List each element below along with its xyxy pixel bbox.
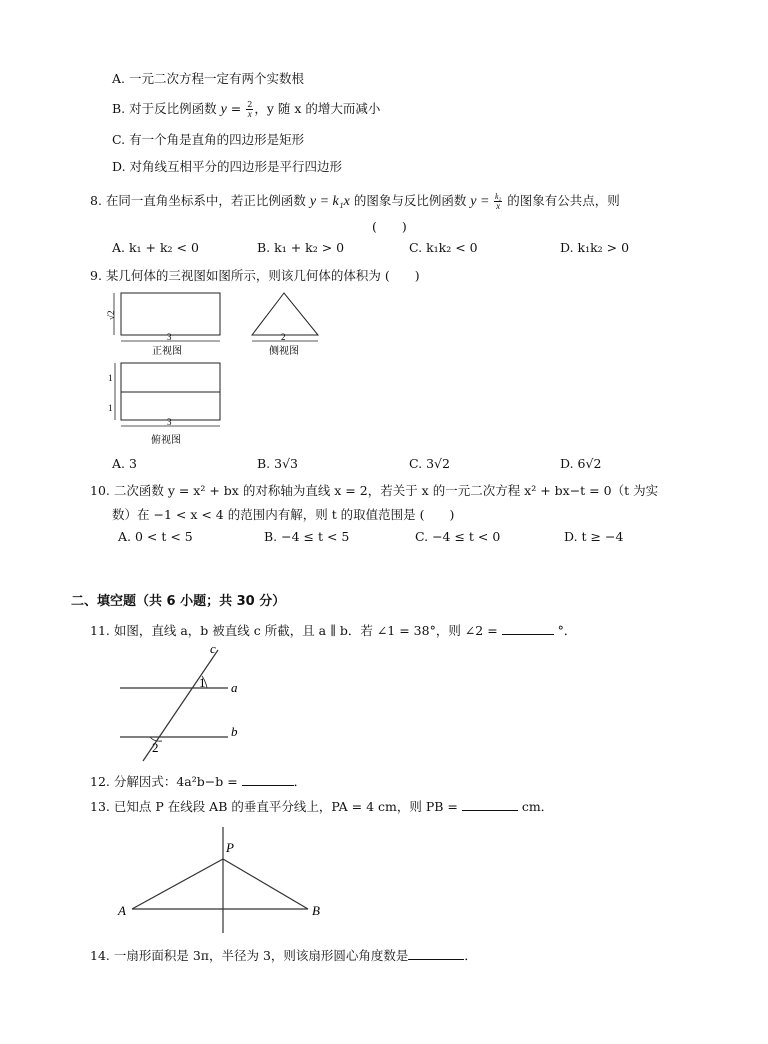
q7-option-b-fraction [246,101,253,118]
label-P: P [226,840,234,855]
q8-func-2: y = [470,194,493,209]
section-2-title: 二、填空题（共 6 小题；共 30 分） [71,594,286,609]
q8-stem-post: 的图象有公共点，则 [503,193,620,208]
q12-stem [90,773,306,790]
q8-stem [90,193,620,210]
q7-option-b-post: ，y 随 x 的增大而减小 [254,101,381,116]
q12-stem-pre: 12. 分解因式：4a²b−b = [90,774,242,789]
q14-stem-pre: 14. 一扇形面积是 3π，半径为 3，则该扇形圆心角度数是 [90,948,409,963]
q13-answer-blank[interactable] [462,798,518,811]
q7-option-b [112,101,380,118]
q8-option-b: B. k₁ + k₂ > 0 [257,240,345,255]
q14-answer-blank[interactable] [408,947,464,960]
q9-three-views-figure [100,288,340,453]
segment-PB [223,859,308,909]
q8-option-d: D. k₁k₂ > 0 [560,240,630,255]
q10-option-a: A. 0 < t < 5 [118,529,193,544]
side-dim-2: 2 [281,332,286,342]
q13-stem [90,798,553,815]
label-2: 2 [152,740,159,755]
side-view-label: 侧视图 [269,346,299,357]
q8-fraction [494,193,502,210]
q7-option-b-pre: B. 对于反比例函数 [112,101,221,116]
q9-option-b: B. 3√3 [257,456,299,471]
label-1: 1 [199,675,206,690]
top-view-label: 俯视图 [151,435,181,446]
front-view-label: 正视图 [152,346,182,357]
q8-stem-mid: 的图象与反比例函数 [349,193,471,208]
top-dim-1b: 1 [108,403,113,413]
q7-option-d: D. 对角线互相平分的四边形是平行四边形 [112,159,343,174]
segment-PA [132,859,223,909]
q8-option-c: C. k₁k₂ < 0 [409,240,478,255]
q10-option-c: C. −4 ≤ t < 0 [415,529,501,544]
q9-option-d: D. 6√2 [560,456,602,471]
front-view-rect [121,293,220,335]
q14-stem-post: ． [464,948,477,963]
q9-stem: 9. 某几何体的三视图如图所示，则该几何体的体积为 ( ) [90,268,420,283]
q12-answer-blank[interactable] [242,773,294,786]
q11-parallel-lines-figure [110,640,250,765]
q12-stem-post: ． [293,774,307,789]
q11-stem-post: °． [553,623,577,638]
q8-paren: ( ) [372,219,407,234]
top-dim-3: 3 [167,417,172,427]
front-dim-sqrt2: √2 [106,310,116,320]
q7-option-b-eq: = [226,101,246,116]
top-dim-1a: 1 [108,373,113,383]
q9-option-a: A. 3 [112,456,137,471]
label-a: a [231,680,238,695]
q10-stem-line2: 数）在 −1 < x < 4 的范围内有解，则 t 的取值范围是 ( ) [112,507,455,522]
q9-option-c: C. 3√2 [409,456,450,471]
label-c: c [210,641,216,656]
front-dim-3: 3 [167,332,172,342]
q13-perpendicular-bisector-figure [115,823,335,938]
q10-option-b: B. −4 ≤ t < 5 [264,529,350,544]
q7-option-c: C. 有一个角是直角的四边形是矩形 [112,132,305,147]
q11-answer-blank[interactable] [502,622,554,635]
q7-frac-num: 2 [247,100,253,109]
q7-option-a: A. 一元二次方程一定有两个实数根 [112,71,304,86]
q13-stem-pre: 13. 已知点 P 在线段 AB 的垂直平分线上，PA = 4 cm，则 PB = [90,799,462,814]
q10-option-d: D. t ≥ −4 [564,529,624,544]
q8-option-a: A. k₁ + k₂ < 0 [112,240,199,255]
q8-stem-pre: 8. 在同一直角坐标系中，若正比例函数 [90,193,310,208]
q8-frac-num: k₂ [494,192,502,201]
q11-stem [90,622,576,639]
label-B: B [312,903,320,918]
side-view-triangle [252,293,318,335]
q14-stem [90,947,477,964]
q7-frac-den: x [247,109,252,119]
q11-stem-pre: 11. 如图，直线 a，b 被直线 c 所截，且 a ∥ b．若 ∠1 = 38°，则 ∠2 = [90,623,502,638]
q8-func-1: y = k₁x [309,194,350,209]
q8-frac-den: x [496,201,501,211]
label-b: b [231,724,238,739]
q13-stem-post: cm． [517,799,554,814]
label-A: A [118,903,126,918]
q10-stem-line1: 10. 二次函数 y = x² + bx 的对称轴为直线 x = 2，若关于 x 的一元二次方程 x² + bx−t = 0（t 为实 [90,483,659,498]
q7-option-b-func: y [220,102,227,117]
